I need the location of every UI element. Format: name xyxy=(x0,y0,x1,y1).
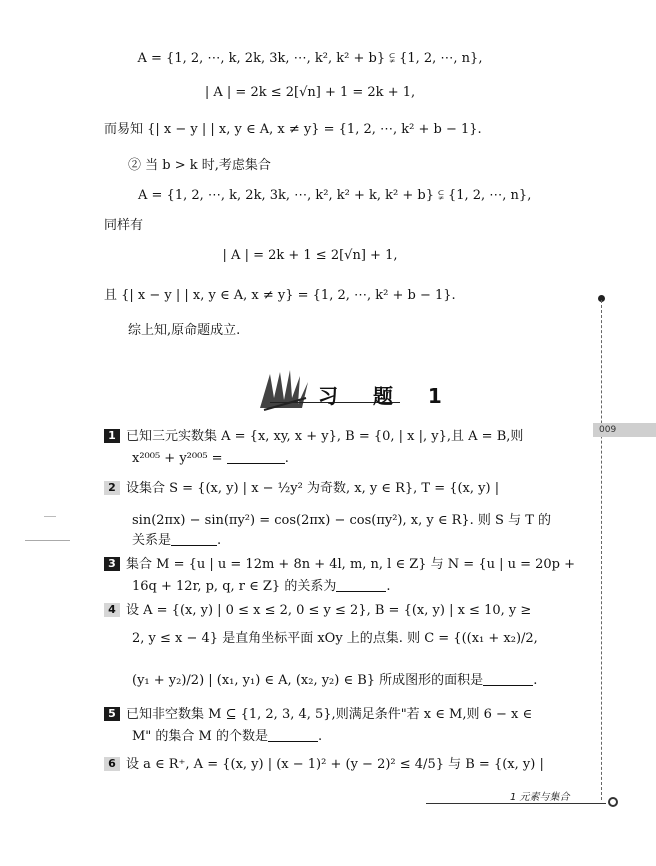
proof-line-5: A = {1, 2, ⋯, k, 2k, 3k, ⋯, k², k² + k, k² + b} ⫋ {1, 2, ⋯, n}, xyxy=(138,188,532,203)
problem-text: . xyxy=(533,673,538,688)
problem-6 xyxy=(104,756,544,774)
answer-blank xyxy=(227,451,285,464)
problem-text: 设 a ∈ R⁺, A = {(x, y) | (x − 1)² + (y − 2)² ≤ 4/5} 与 B = {(x, y) | xyxy=(126,757,544,772)
problem-text: 集合 M = {u | u = 12m + 8n + 4l, m, n, l ∈ Z} 与 N = {u | u = 20p + xyxy=(126,557,576,572)
problem-2-cont: sin(2πx) − sin(πy²) = cos(2πx) − cos(πy²), x, y ∈ R}. 则 S 与 T 的 xyxy=(132,513,552,528)
proof-line-9: 综上知,原命题成立. xyxy=(128,323,241,338)
problem-text: M" 的集合 M 的个数是 xyxy=(132,729,268,744)
footer-circle-icon xyxy=(608,797,618,807)
section-title: 习 题 1 xyxy=(318,384,456,408)
problem-4-cont2 xyxy=(132,672,537,690)
proof-line-8: 且 {| x − y | | x, y ∈ A, x ≠ y} = {1, 2, ⋯, k² + b − 1}. xyxy=(104,288,456,303)
problem-text: 设集合 S = {(x, y) | x − ½y² 为奇数, x, y ∈ R}, T = {(x, y) | xyxy=(126,481,500,496)
proof-line-3: 而易知 {| x − y | | x, y ∈ A, x ≠ y} = {1, 2, ⋯, k² + b − 1}. xyxy=(104,122,482,137)
scan-mark xyxy=(44,516,56,517)
problem-text: 关系是 xyxy=(132,533,172,548)
problem-text: . xyxy=(386,579,391,594)
problem-number: 3 xyxy=(104,557,120,571)
brush-decoration-icon xyxy=(256,368,312,412)
chapter-footer: 1 元素与集合 xyxy=(510,792,570,803)
problem-text: . xyxy=(318,729,323,744)
problem-1-cont xyxy=(132,450,289,468)
problem-2-cont2 xyxy=(132,532,221,550)
answer-blank xyxy=(483,673,533,686)
proof-line-4: ② 当 b > k 时,考虑集合 xyxy=(128,158,271,173)
proof-line-6: 同样有 xyxy=(104,218,144,233)
page-number-tab: 009 xyxy=(593,423,656,437)
problem-text: (y₁ + y₂)/2) | (x₁, y₁) ∈ A, (x₂, y₂) ∈ B} 所成图形的面积是 xyxy=(132,673,484,688)
problem-number: 1 xyxy=(104,429,120,443)
problem-number: 5 xyxy=(104,707,120,721)
answer-blank xyxy=(336,579,386,592)
answer-blank xyxy=(171,533,217,546)
footer-rule xyxy=(426,803,606,804)
problem-text: 已知三元实数集 A = {x, xy, x + y}, B = {0, | x |, y},且 A = B,则 xyxy=(126,429,524,444)
problem-3 xyxy=(104,556,575,574)
problem-1 xyxy=(104,428,523,446)
problem-2 xyxy=(104,480,499,498)
margin-dashed-line xyxy=(601,300,602,800)
problem-text: x²⁰⁰⁵ + y²⁰⁰⁵ = xyxy=(132,451,223,466)
problem-text: . xyxy=(217,533,222,548)
scan-mark xyxy=(25,540,70,541)
problem-text: 设 A = {(x, y) | 0 ≤ x ≤ 2, 0 ≤ y ≤ 2}, B = {(x, y) | x ≤ 10, y ≥ xyxy=(126,603,532,618)
problem-5 xyxy=(104,706,532,724)
problem-text: 已知非空数集 M ⊆ {1, 2, 3, 4, 5},则满足条件"若 x ∈ M,则 6 − x ∈ xyxy=(126,707,533,722)
problem-3-cont xyxy=(132,578,390,596)
proof-line-1: A = {1, 2, ⋯, k, 2k, 3k, ⋯, k², k² + b} ⫋ {1, 2, ⋯, n}, xyxy=(137,51,483,66)
section-header xyxy=(0,368,656,418)
problem-number: 6 xyxy=(104,757,120,771)
problem-4 xyxy=(104,602,531,620)
proof-line-2: | A | = 2k ≤ 2[√n] + 1 = 2k + 1, xyxy=(204,85,416,100)
answer-blank xyxy=(268,729,318,742)
problem-4-cont: 2, y ≤ x − 4} 是直角坐标平面 xOy 上的点集. 则 C = {((x₁ + x₂)/2, xyxy=(132,631,538,646)
problem-number: 4 xyxy=(104,603,120,617)
proof-line-7: | A | = 2k + 1 ≤ 2[√n] + 1, xyxy=(222,248,398,263)
problem-5-cont xyxy=(132,728,322,746)
problem-text: . xyxy=(284,451,289,466)
problem-text: 16q + 12r, p, q, r ∈ Z} 的关系为 xyxy=(132,579,337,594)
problem-number: 2 xyxy=(104,481,120,495)
